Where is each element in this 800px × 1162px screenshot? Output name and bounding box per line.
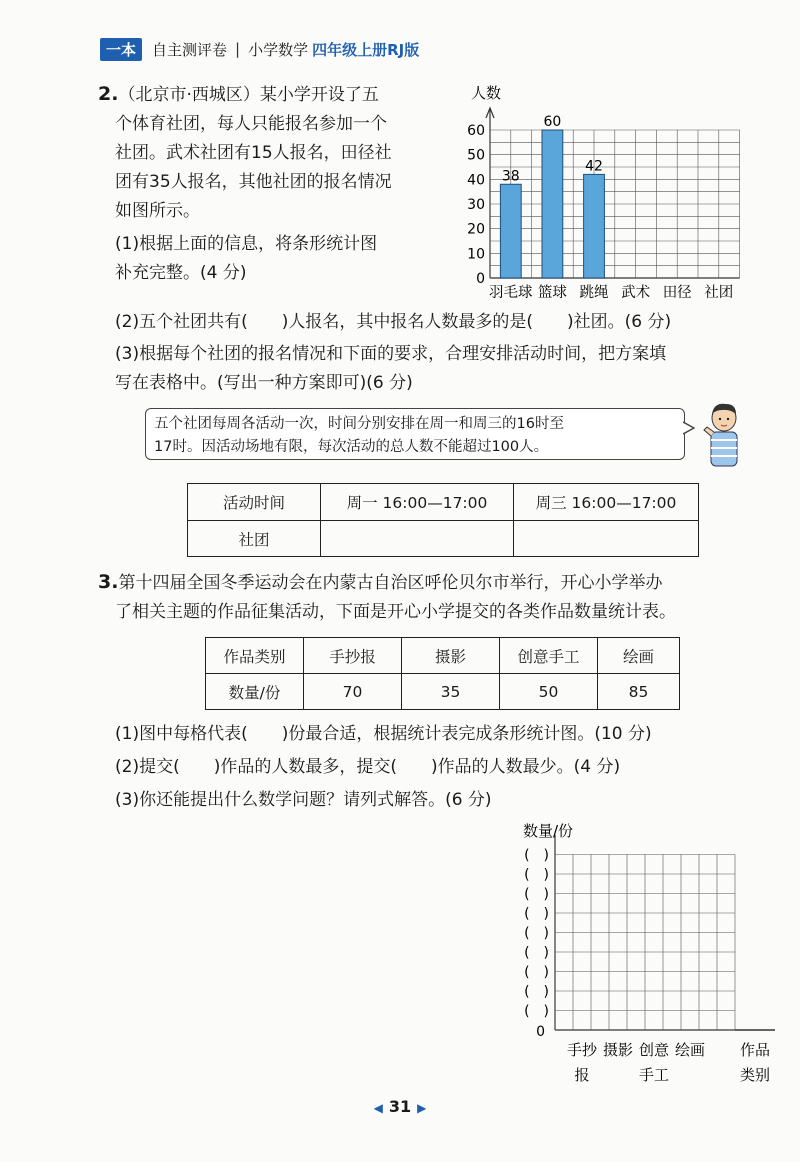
works-header-painting: 绘画: [598, 638, 680, 674]
category-label: 田径: [662, 285, 692, 301]
y-tick-blank[interactable]: ( ): [524, 984, 549, 1000]
brand-logo: 一本: [100, 38, 142, 61]
q2-line-2: 社团。武术社团有15人报名，田径社: [115, 143, 392, 163]
schedule-row-club-label: 社团: [188, 521, 321, 557]
works-row-label: 数量/份: [206, 674, 304, 710]
speech-tail: [683, 420, 695, 436]
q2-line-0: （北京市·西城区）某小学开设了五: [118, 85, 379, 105]
category-label-line1: 创意: [638, 1041, 670, 1059]
q2-sub3: [115, 340, 795, 398]
q2-sub2: (2)五个社团共有( )人报名，其中报名人数最多的是( )社团。(6 分): [115, 312, 672, 332]
q2-chart-yticks: [467, 123, 485, 287]
y-tick-label: 10: [467, 246, 485, 263]
q2-chart-bars: [500, 114, 604, 278]
header-separator: |: [235, 40, 241, 58]
q3-chart-yticks: [524, 848, 549, 1041]
series-title: 自主测评卷: [152, 40, 228, 59]
y-origin-label: 0: [536, 1024, 545, 1040]
q2-chart-categories: [489, 284, 733, 301]
q2-sub3-line-0: (3)根据每个社团的报名情况和下面的要求，合理安排活动时间，把方案填: [115, 344, 667, 364]
next-page-icon[interactable]: ▶: [417, 1101, 427, 1115]
q3-sub2: (2)提交( )作品的人数最多，提交( )作品的人数最少。(4 分): [115, 757, 621, 777]
bar-value-label: 60: [543, 114, 562, 130]
page-number: 31: [388, 1097, 412, 1116]
page-header: [100, 38, 419, 60]
q3-chart-ylabel: 数量/份: [523, 822, 574, 840]
works-header-photo: 摄影: [402, 638, 500, 674]
q2-sub1-line-1: 补充完整。(4 分): [115, 263, 247, 283]
boy-illustration: [700, 400, 748, 474]
speech-line-1: 17时。因活动场地有限，每次活动的总人数不能超过100人。: [154, 439, 549, 455]
page-footer: [0, 1097, 800, 1116]
y-tick-blank[interactable]: ( ): [524, 945, 549, 961]
category-label-line2: 类别: [739, 1066, 771, 1084]
y-tick-blank[interactable]: ( ): [524, 867, 549, 883]
q3-chart-grid: [555, 835, 775, 1031]
works-table: [205, 637, 680, 710]
q2-sub3-line-1: 写在表格中。(写出一种方案即可)(6 分): [115, 373, 413, 393]
works-header-craft: 创意手工: [500, 638, 598, 674]
category-label-line1: 作品: [739, 1041, 771, 1059]
y-tick-label: 30: [467, 197, 485, 213]
q3-chart-categories: [567, 1041, 770, 1084]
category-label: 羽毛球: [489, 285, 533, 301]
q2-stem: [98, 80, 448, 288]
schedule-header-time: 活动时间: [188, 484, 321, 521]
works-value-painting: 85: [598, 674, 680, 710]
q2-line-4: 如图所示。: [115, 201, 200, 221]
bar: [500, 184, 521, 278]
category-label-line2: 报: [574, 1066, 590, 1084]
y-tick-label: 60: [467, 123, 485, 139]
schedule-table: [187, 483, 699, 557]
q2-line-3: 团有35人报名，其他社团的报名情况: [115, 172, 392, 192]
works-value-handcopy: 70: [304, 674, 402, 710]
y-tick-blank[interactable]: ( ): [524, 906, 549, 922]
q3-line-0: 第十四届全国冬季运动会在内蒙古自治区呼伦贝尔市举行，开心小学举办: [118, 573, 663, 593]
q2-chart-grid: [486, 108, 740, 278]
y-tick-label: 20: [467, 221, 485, 238]
speech-bubble: [145, 408, 685, 460]
q3-blank-bar-chart: [500, 812, 795, 1092]
schedule-cell-wed[interactable]: [514, 521, 699, 557]
bar-value-label: 38: [501, 168, 520, 185]
schedule-header-wed: 周三 16:00—17:00: [514, 484, 699, 521]
category-label-line1: 手抄: [566, 1041, 598, 1059]
works-header-handcopy: 手抄报: [304, 638, 402, 674]
y-tick-blank[interactable]: ( ): [524, 1003, 549, 1020]
category-label: 篮球: [537, 285, 567, 301]
category-label: 武术: [621, 285, 651, 301]
works-value-craft: 50: [500, 674, 598, 710]
y-tick-blank[interactable]: ( ): [524, 886, 549, 903]
y-tick-blank[interactable]: ( ): [524, 925, 549, 942]
q3-sub1: (1)图中每格代表( )份最合适，根据统计表完成条形统计图。(10 分): [115, 724, 652, 744]
category-label-line1: 摄影: [602, 1041, 634, 1059]
schedule-header-mon: 周一 16:00—17:00: [321, 484, 514, 521]
schedule-cell-mon[interactable]: [321, 521, 514, 557]
q3-stem: [98, 568, 788, 627]
q3-number: 3.: [98, 571, 119, 593]
q3-line-1: 了相关主题的作品征集活动，下面是开心小学提交的各类作品数量统计表。: [115, 602, 676, 622]
category-label-line2: 手工: [638, 1066, 670, 1084]
bar: [584, 174, 605, 278]
q2-line-1: 个体育社团，每人只能报名参加一个: [115, 114, 387, 134]
category-label-line1: 绘画: [674, 1041, 706, 1059]
y-tick-label: 40: [467, 172, 485, 189]
y-tick-label: 50: [467, 147, 485, 164]
works-header-category: 作品类别: [206, 638, 304, 674]
subject-title: 小学数学: [248, 40, 309, 59]
bar: [542, 130, 563, 278]
q2-sub1-line-0: (1)根据上面的信息，将条形统计图: [115, 234, 378, 254]
q2-chart-ylabel: 人数: [471, 84, 502, 102]
q3-sub3: (3)你还能提出什么数学问题？请列式解答。(6 分): [115, 790, 492, 810]
category-label: 社团: [704, 285, 734, 301]
prev-page-icon[interactable]: ◀: [373, 1101, 383, 1115]
q2-bar-chart: [455, 80, 785, 305]
works-value-photo: 35: [402, 674, 500, 710]
y-tick-label: 0: [476, 271, 485, 287]
category-label: 跳绳: [579, 285, 609, 301]
y-tick-blank[interactable]: ( ): [524, 847, 549, 864]
speech-line-0: 五个社团每周各活动一次，时间分别安排在周一和周三的16时至: [154, 416, 564, 432]
grade-title: 四年级上册RJ版: [312, 40, 420, 59]
bar-value-label: 42: [585, 158, 603, 175]
y-tick-blank[interactable]: ( ): [524, 964, 549, 981]
q2-number: 2.: [98, 83, 119, 105]
